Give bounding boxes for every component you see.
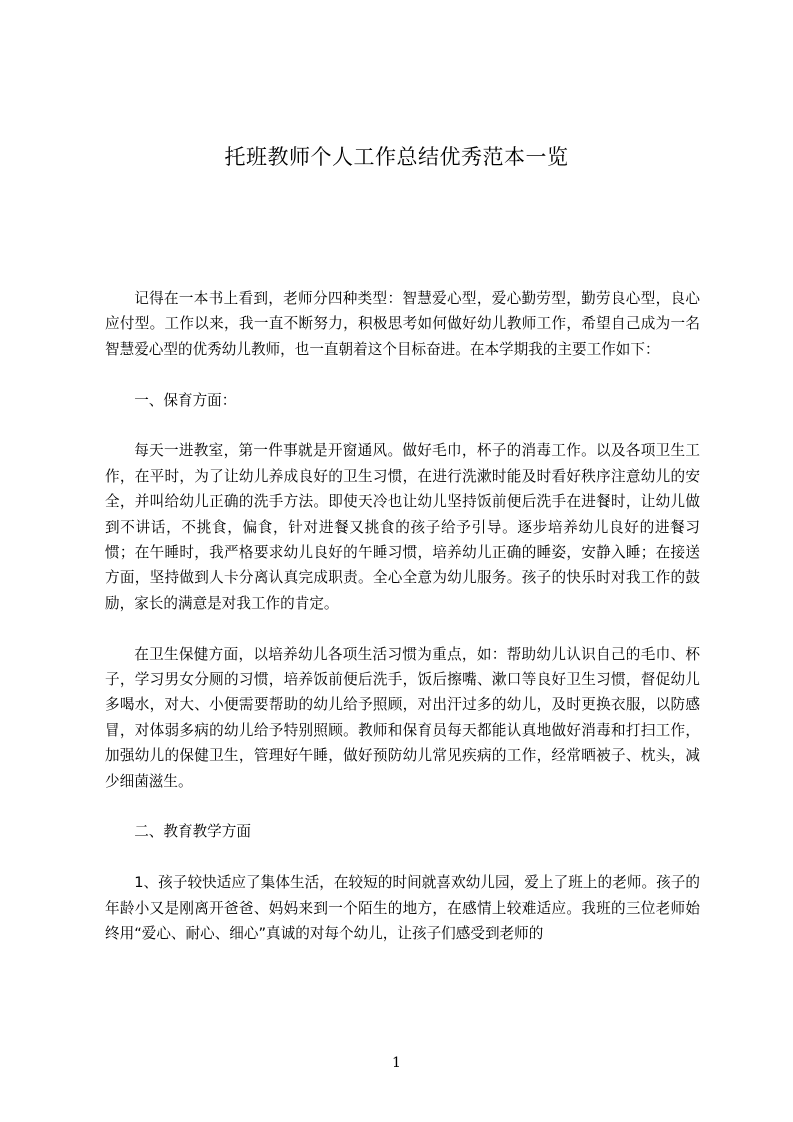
paragraph-gap — [105, 845, 700, 870]
page-number: 1 — [392, 1055, 401, 1071]
care-paragraph-daily: 每天一进教室，第一件事就是开窗通风。做好毛巾，杯子的消毒工作。以及各项卫生工作，在平时，为了让幼儿养成良好的卫生习惯，在进行洗漱时能及时看好秩序注意幼儿的安全，并叫给幼儿正确的洗手方法。即使天冷也让幼儿坚持饭前便后洗手在进餐时，让幼儿做到不讲话，不挑食，偏食，针对进餐又挑食的孩子给予引导。逐步培养幼儿良好的进餐习惯；在午睡时，我严格要求幼儿良好的午睡习惯，培养幼儿正确的睡姿，安静入睡；在接送方面，坚持做到人卡分离认真完成职责。全心全意为幼儿服务。孩子的快乐时对我工作的鼓励，家长的满意是对我工作的肯定。 — [105, 442, 700, 612]
education-paragraph-1: 1、孩子较快适应了集体生活，在较短的时间就喜欢幼儿园，爱上了班上的老师。孩子的年龄小又是刚离开爸爸、妈妈来到一个陌生的地方，在感情上较难适应。我班的三位老师始终用“爱心、耐心、细心”真诚的对每个幼儿，让孩子们感受到老师的 — [105, 874, 700, 943]
paragraph-gap — [105, 616, 700, 641]
section-heading-education: 二、教育教学方面 — [134, 823, 251, 841]
intro-paragraph: 记得在一本书上看到，老师分四种类型：智慧爱心型，爱心勤劳型，勤劳良心型，良心应付型。工作以来，我一直不断努力，积极思考如何做好幼儿教师工作，希望自己成为一名智慧爱心型的优秀幼儿教师，也一直朝着这个目标奋进。在本学期我的主要工作如下： — [105, 290, 700, 358]
paragraph-gap — [105, 413, 700, 438]
paragraph-gap — [105, 794, 700, 819]
document-body — [105, 286, 700, 946]
section-heading-care: 一、保育方面： — [134, 391, 237, 409]
care-paragraph-health: 在卫生保健方面，以培养幼儿各项生活习惯为重点，如：帮助幼儿认识自己的毛巾、杯子，学习男女分厕的习惯，培养饭前便后洗手，饭后擦嘴、漱口等良好卫生习惯，督促幼儿多喝水，对大、小便需要帮助的幼儿给予照顾，对出汗过多的幼儿，及时更换衣服，以防感冒，对体弱多病的幼儿给予特别照顾。教师和保育员每天都能认真地做好消毒和打扫工作，加强幼儿的保健卫生，管理好午睡，做好预防幼儿常见疾病的工作，经常晒被子、枕头，减少细菌滋生。 — [105, 645, 700, 790]
document-title: 托班教师个人工作总结优秀范本一览 — [224, 145, 569, 169]
paragraph-gap — [105, 362, 700, 387]
